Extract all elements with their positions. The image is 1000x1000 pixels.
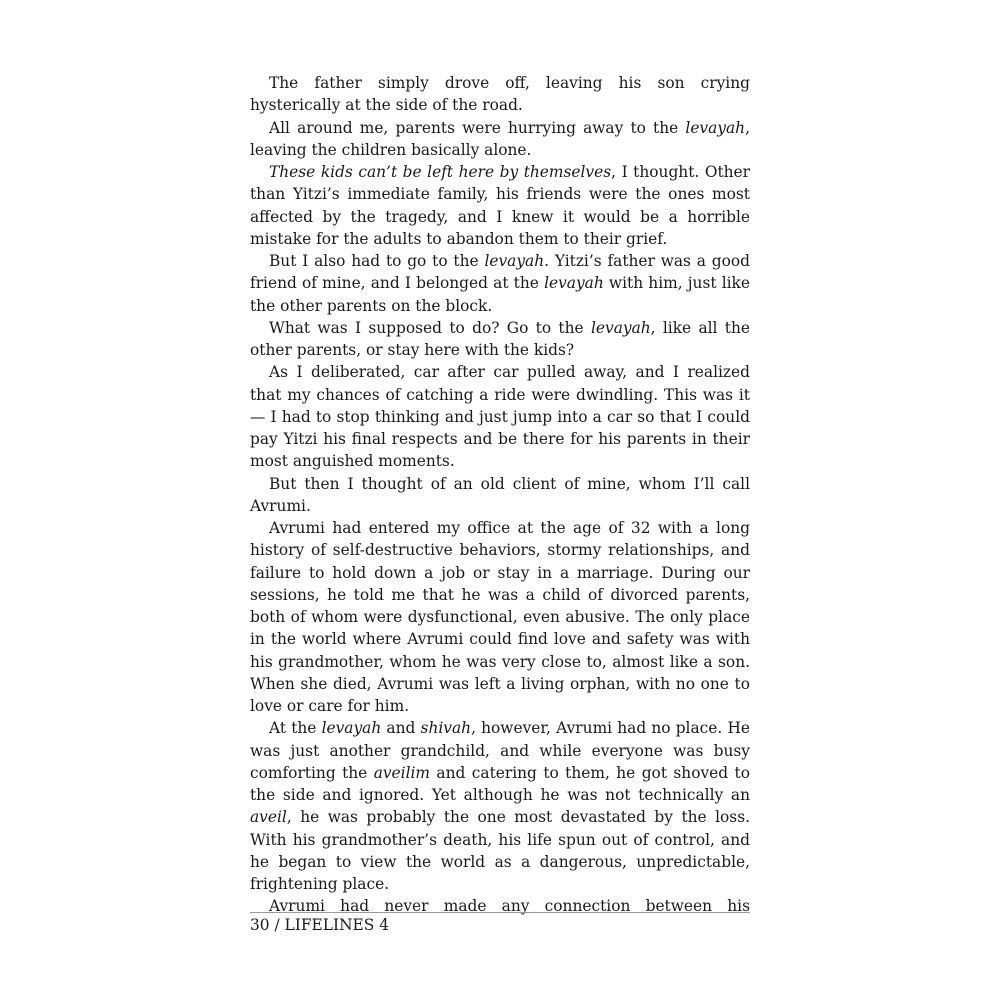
paragraph: At the levayah and shivah, however, Avrumi had no place. He was just another grandchild, and while everyone was busy comforting the aveilim and catering to them, he got shoved to the side and ignored. Yet although he was not technically an aveil, he was probably the one most devastated by the loss. With his grandmother’s death, his life spun out of control, and he began to view the world as a dangerous, unpredictable, frightening place.	[250, 719, 750, 893]
paragraph: As I deliberated, car after car pulled away, and I realized that my chances of catching a ride were dwindling. This was it — I had to stop thinking and just jump into a car so that I could pay Yitzi his final respects and be there for his parents in their most anguished moments.	[250, 363, 750, 471]
paragraph: Avrumi had never made any connection between his	[269, 897, 750, 916]
paragraph: Avrumi had entered my office at the age of 32 with a long history of self-destructive behaviors, stormy relationships, and failure to hold down a job or stay in a marriage. During our sessions, he told me that he was a child of divorced parents, both of whom were dysfunctional, even abusive. The only place in the world where Avrumi could find love and safety was with his grandmother, whom he was very close to, almost like a son. When she died, Avrumi was left a living orphan, with no one to love or care for him.	[250, 519, 750, 715]
running-footer-text: 30 / LIFELINES 4	[250, 916, 389, 934]
paragraph: But I also had to go to the levayah. Yitzi’s father was a good friend of mine, and I belonged at the levayah with him, just like the other parents on the block.	[250, 252, 750, 315]
page-footer	[250, 912, 750, 934]
paragraph: All around me, parents were hurrying away to the levayah, leaving the children basically alone.	[250, 118, 750, 159]
paragraph: But then I thought of an old client of mine, whom I’ll call Avrumi.	[250, 474, 750, 515]
paragraph: What was I supposed to do? Go to the levayah, like all the other parents, or stay here with the kids?	[250, 318, 751, 359]
paragraph: The father simply drove off, leaving his son crying hysterically at the side of the road.	[250, 74, 750, 115]
page-body	[250, 72, 750, 918]
paragraph: These kids can’t be left here by themselves, I thought. Other than Yitzi’s immediate family, his friends were the ones most affected by the tragedy, and I knew it would be a horrible mistake for the adults to abandon them to their grief.	[250, 163, 751, 248]
